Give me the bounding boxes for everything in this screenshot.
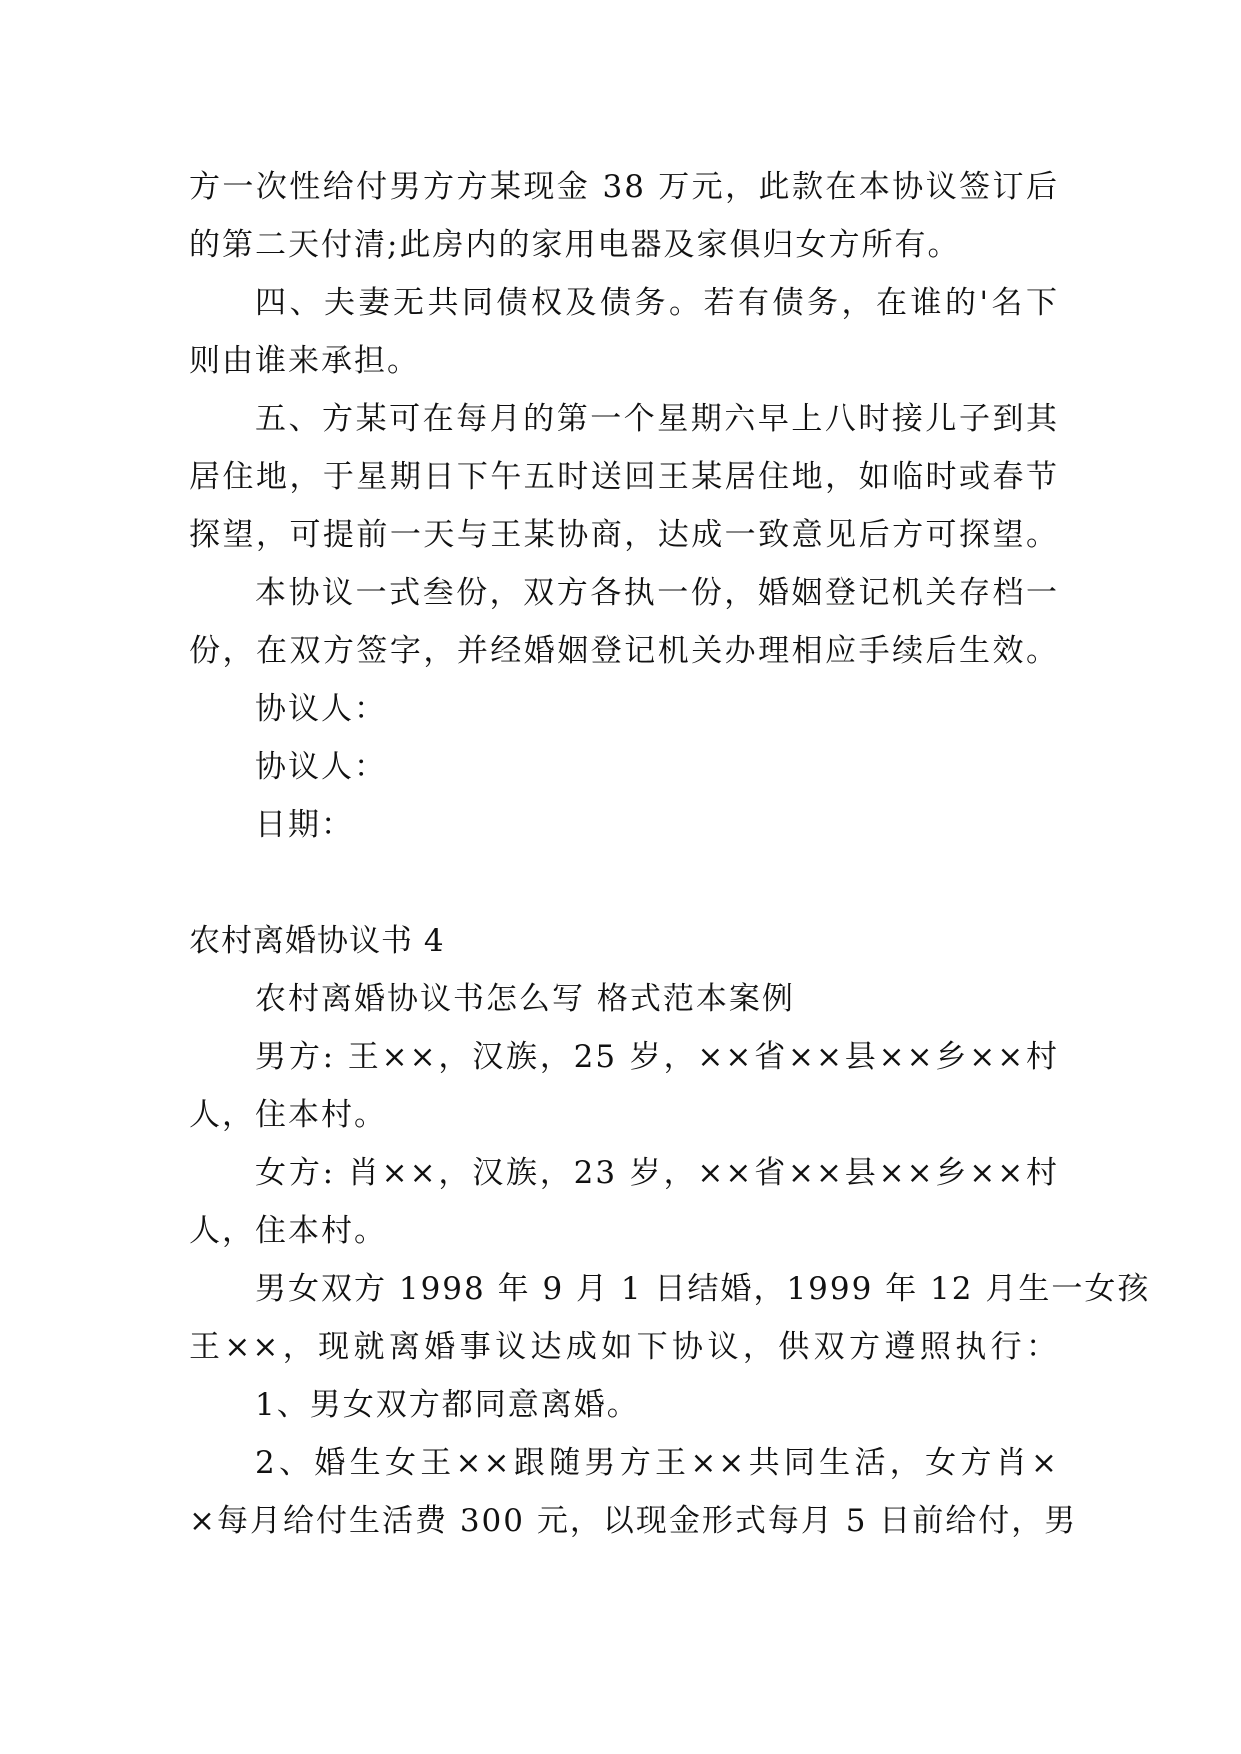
paragraph-line: 人，住本村。 xyxy=(189,1213,387,1249)
section-heading: 农村离婚协议书 4 xyxy=(189,923,445,959)
paragraph-line: 四、夫妻无共同债权及债务。若有债务，在谁的'名下 xyxy=(255,285,1059,321)
paragraph-line: ×每月给付生活费 300 元，以现金形式每月 5 日前给付，男 xyxy=(189,1503,1078,1539)
paragraph-line: 2、婚生女王××跟随男方王××共同生活，女方肖× xyxy=(255,1445,1059,1481)
paragraph-line: 方一次性给付男方方某现金 38 万元，此款在本协议签订后 xyxy=(189,169,1059,205)
paragraph-line: 王××，现就离婚事议达成如下协议，供双方遵照执行： xyxy=(189,1329,1059,1365)
paragraph-line: 1、男女双方都同意离婚。 xyxy=(255,1387,640,1423)
paragraph-line: 五、方某可在每月的第一个星期六早上八时接儿子到其 xyxy=(255,401,1059,437)
paragraph-line: 男方: 王××，汉族，25 岁，××省××县××乡××村 xyxy=(255,1039,1059,1075)
paragraph-line: 则由谁来承担。 xyxy=(189,343,420,379)
paragraph-line: 的第二天付清;此房内的家用电器及家俱归女方所有。 xyxy=(189,227,961,263)
paragraph-line: 人，住本村。 xyxy=(189,1097,387,1133)
paragraph-line: 探望，可提前一天与王某协商，达成一致意见后方可探望。 xyxy=(189,517,1059,553)
date-label: 日期： xyxy=(255,807,354,843)
paragraph-line: 本协议一式叁份，双方各执一份，婚姻登记机关存档一 xyxy=(255,575,1059,611)
document-body xyxy=(189,158,1151,1550)
paragraph-line: 女方: 肖××，汉族，23 岁，××省××县××乡××村 xyxy=(255,1155,1059,1191)
section-gap xyxy=(189,854,1059,912)
signature-label: 协议人： xyxy=(255,691,387,727)
signature-label: 协议人： xyxy=(255,749,387,785)
paragraph-line: 居住地，于星期日下午五时送回王某居住地，如临时或春节 xyxy=(189,459,1059,495)
paragraph-line: 份，在双方签字，并经婚姻登记机关办理相应手续后生效。 xyxy=(189,633,1059,669)
subtitle-line: 农村离婚协议书怎么写 格式范本案例 xyxy=(255,981,795,1017)
paragraph-line: 男女双方 1998 年 9 月 1 日结婚，1999 年 12 月生一女孩 xyxy=(255,1271,1151,1307)
